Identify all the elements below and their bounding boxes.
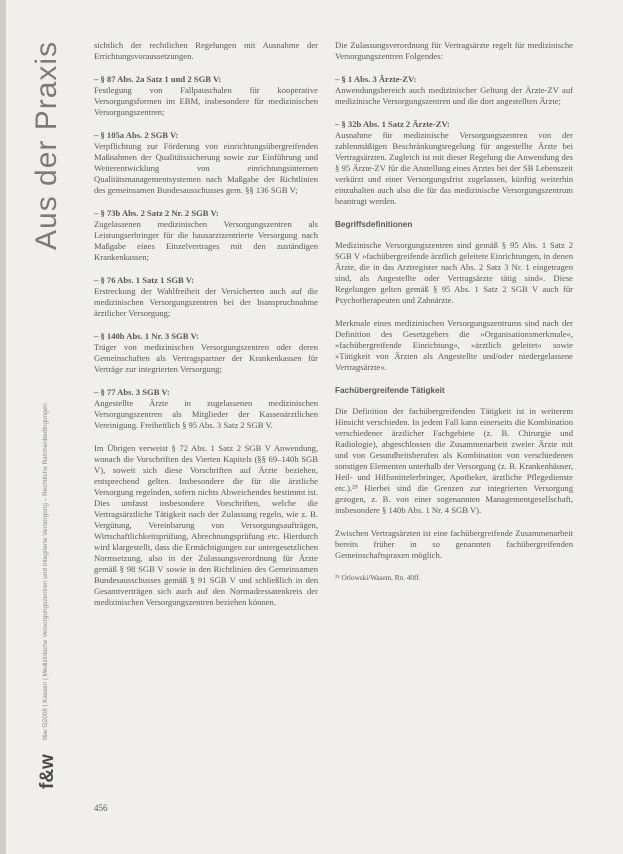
paragraph-block (94, 208, 318, 263)
fach-section (335, 406, 573, 561)
fach-heading: Fachübergreifende Tätigkeit (335, 386, 445, 395)
right-intro: Die Zulassungsverordnung für Vertragsärzte regelt für medizinische Versorgungszentren Folgendes: (335, 40, 573, 61)
paragraph-text: Zugelassenen medizinischen Versorgungszentren als Leistungserbringer für die hausarztzentrierte Versorgung nach Maßgabe eines Einzelvertrages mit den zuständigen Krankenkassen; (94, 219, 318, 262)
paragraph-text: Zwischen Vertragsärzten ist eine fachübergreifende Zusammenarbeit bereits früher in so genannten fachübergreifenden Gemeinschaftspraxen möglich. (335, 528, 573, 560)
paragraph-block (94, 331, 318, 375)
paragraph-block (335, 74, 573, 107)
paragraph-heading: – § 140b Abs. 1 Nr. 3 SGB V: (94, 331, 199, 341)
paragraph-text: Träger von medizinischen Versorgungszentren oder deren Gemeinschaften als Vertragspartner der Krankenkassen für Verträge zur integrierten Versorgung; (94, 342, 318, 374)
paragraph-heading: – § 105a Abs. 2 SGB V: (94, 130, 179, 140)
paragraph-block (94, 74, 318, 118)
footnote: ²⁵ Orlowski/Wasem, Rn. 40ff. (335, 574, 421, 582)
paragraph-text: Angestellte Ärzte in zugelassenen medizinischen Versorgungszentren als Mitglieder der Kassenärztlichen Vereinigung. Freiheitlich § 95 Abs. 3 Satz 2 SGB V. (94, 398, 318, 430)
begriff-heading: Begriffsdefinitionen (335, 220, 413, 229)
scan-edge (0, 0, 6, 854)
paragraph-block (94, 443, 318, 608)
paragraph-text: sichtlich der rechtlichen Regelungen mit Ausnahme der Errichtungsvoraussetzungen. (94, 40, 318, 61)
paragraph-heading: – § 77 Abs. 3 SGB V: (94, 387, 170, 397)
paragraph-text: Verpflichtung zur Förderung von einrichtungsübergreifenden Maßnahmen der Qualitätssicherung sowie zur Einführung und Weiterentwicklung von einrichtungsinternen Qualitätsmanagementsystemen nach Maßgabe der Richtlinien des gemeinsamen Bundesausschusses gem. §§ 136 SGB V; (94, 141, 318, 195)
paragraph-block (94, 40, 318, 62)
left-column (94, 40, 318, 620)
page-number: 456 (94, 803, 108, 813)
paragraph-heading: – § 73b Abs. 2 Satz 2 Nr. 2 SGB V: (94, 208, 219, 218)
paragraph-text: Merkmale eines medizinischen Versorgungszentrums sind nach der Definition des Gesetzgebers die »Organisationsmerkmale«, »fachübergreifende Einrichtung«, »ärztlich geleitet« sowie »Tätigkeit von Ärzten als Angestellte und/oder niedergelassene Vertragsärzte«. (335, 318, 573, 372)
paragraph-heading: – § 76 Abs. 1 Satz 1 SGB V: (94, 275, 195, 285)
journal-logo: f&w (37, 754, 58, 790)
paragraph-text: Festlegung von Fallpauschalen für kooperative Versorgungsformen im EBM, insbesondere für medizinischen Versorgungszentren; (94, 85, 318, 117)
begriff-section (335, 240, 573, 373)
section-title: Aus der Praxis (30, 40, 63, 250)
paragraph-text: Anwendungsbereich auch medizinischer Geltung der Ärzte-ZV auf medizinische Versorgungszentren und die dort angestellten Ärzte; (335, 85, 573, 106)
journal-meta: f&w 5|2008 | Kassen | Medizinische Versorgungszentren und Integrierte Versorgung – Rechtliche Rahmenbedingungen (42, 403, 49, 740)
paragraph-text: Im Übrigen verweist § 72 Abs. 1 Satz 2 SGB V Anwendung, wonach die Vorschriften des Vierten Kapitels (§§ 69–140h SGB V), soweit sich diese Vorschriften auf Ärzte beziehen, entsprechend gelten. Insbesondere die für die ärztliche Versorgung regelnden, sofern nichts Abweichendes bestimmt ist. Dies umfasst insbesondere Vorschriften, welche die Vertragsärztliche Tätigkeit nach der Zulassung regeln, wie z. B. Vergütung, Vereinbarung von Versorgungsaufträgen, Wirtschaftlichkeitsprüfung, Abrechnungsprüfung etc. Hierdurch wird klargestellt, dass die Ermächtigungen zur untergesetzlichen Normsetzung, also in der Zulassungsverordnung für Ärzte gemäß § 98 SGB V sowie in den Richtlinien des Gemeinsamen Bundesausschusses gemäß § 91 SGB V und schließlich in den Gesamtverträgen sich auch auf den Normadressatenkreis der medizinischen Versorgungszentren beziehen können. (94, 443, 318, 607)
paragraph-block (94, 387, 318, 431)
paragraph-text: Ausnahme für medizinische Versorgungszentren von der zahlenmäßigen Beschränkungsregelung für angestellte Ärzte bei Vertragsärzten. Zugleich ist mit dieser Regelung die Anwendung des § 95 Ärzte-ZV für die Anstellung eines Arztes bei der SB Lebenszeit verkürzt und einer Versorgungsfrist zugelassen, künftig weiterhin einzuhalten auch also die für das medizinische Versorgungszentrum beantragt werden. (335, 130, 573, 206)
paragraph-block (94, 275, 318, 319)
paragraph-heading: – § 87 Abs. 2a Satz 1 und 2 SGB V: (94, 74, 222, 84)
right-items (335, 74, 573, 207)
right-column (335, 40, 573, 584)
paragraph-block (94, 130, 318, 196)
paragraph-heading: – § 32b Abs. 1 Satz 2 Ärzte-ZV: (335, 119, 450, 129)
paragraph-block (335, 119, 573, 207)
paragraph-text: Die Definition der fachübergreifenden Tätigkeit ist in weiterem Hinsicht verschieden. In jedem Fall kann einerseits die Kombination verschiedener ärztlicher Fachgebiete (z. B. Chirurgie und Radiologie), abgeschlossen die Zusammenarbeit zweier Ärzte mit und von Gesundheitsberufen als Kombination von verschiedenen sonstigen Elementen unterhalb der Versorgung (z. B. Krankenhäuser, Heil- und Hilfsmittelerbringer, Apotheker, ärztliche Pflegedienste etc.).²⁵ Hierbei sind die Grenzen zur integrierten Versorgung gezogen, z. B. von einer sogenannten Managementgesellschaft, insbesondere § 140b Abs. 1 Nr. 4 SGB V). (335, 406, 573, 515)
paragraph-heading: – § 1 Abs. 3 Ärzte-ZV: (335, 74, 417, 84)
paragraph-text: Erstreckung der Wahlfreiheit der Versicherten auch auf die medizinischen Versorgungszentren bei der Inanspruchnahme ärztlicher Versorgung; (94, 286, 318, 318)
paragraph-text: Medizinische Versorgungszentren sind gemäß § 95 Abs. 1 Satz 2 SGB V »fachübergreifende ärztlich geleitete Einrichtungen, in denen Ärzte, die in das Arztregister nach Abs. 2 Satz 3 Nr. 1 eingetragen sind, als Angestellte oder Vertragsärzte tätig sind«. Diese Regelungen gelten gemäß § 95 Abs. 1 Satz 2 SGB V auch für Psychotherapeuten und Zahnärzte. (335, 240, 573, 305)
